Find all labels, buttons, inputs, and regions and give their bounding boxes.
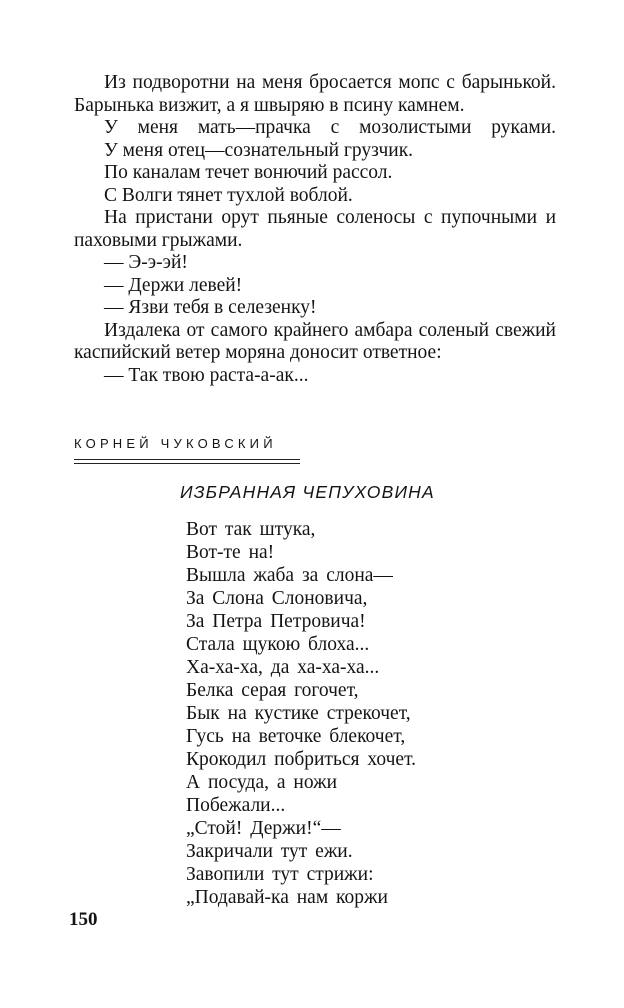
prose-paragraph: — Язви тебя в селезенку!	[104, 297, 317, 318]
poem-line: Крокодил побриться хочет.	[186, 749, 416, 770]
prose-paragraph: — Так твою раста-а-ак...	[104, 364, 309, 386]
prose-paragraph: У меня мать—прачка с мозолистыми руками.	[104, 117, 556, 138]
prose-paragraph: — Э-э-эй!	[104, 252, 188, 273]
prose-section	[74, 72, 556, 387]
poem-line: „Подавай-ка нам коржи	[186, 887, 388, 908]
poem-line: „Стой! Держи!“—	[186, 818, 341, 839]
poem-title: ИЗБРАННАЯ ЧЕПУХОВИНА	[180, 482, 435, 502]
poem-line: А посуда, а ножи	[186, 772, 338, 793]
prose-paragraph: На пристани орут пьяные соленосы с пупочными и паховыми грыжами.	[74, 207, 556, 251]
heading-rule-top	[74, 459, 300, 460]
poem-line: Закричали тут ежи.	[186, 841, 353, 862]
prose-paragraph: У меня отец—сознательный грузчик.	[104, 139, 414, 161]
poem-line: За Слона Слоновича,	[186, 588, 368, 609]
poem-line: Гусь на веточке блекочет,	[186, 726, 406, 747]
poem-line: Побежали...	[186, 795, 286, 816]
prose-paragraph: Из подворотни на меня бросается мопс с барынькой. Барынька визжит, а я швыряю в псину камнем.	[74, 72, 556, 116]
prose-paragraph: По каналам течет вонючий рассол.	[104, 162, 393, 183]
poem-line: Белка серая гогочет,	[186, 680, 359, 701]
poem-line: Вот-те на!	[186, 542, 275, 563]
poem-line: Бык на кустике стрекочет,	[186, 703, 411, 724]
poem-body	[186, 518, 416, 909]
page-number: 150	[69, 909, 98, 930]
poem-line: Вышла жаба за слона—	[186, 565, 393, 586]
prose-paragraph: — Держи левей!	[104, 274, 243, 296]
prose-paragraph: Издалека от самого крайнего амбара соленый свежий каспийский ветер моряна доносит ответное:	[74, 319, 556, 363]
poem-line: Завопили тут стрижи:	[186, 864, 374, 885]
poem-line: Стала щукою блоха...	[186, 634, 370, 655]
poem-line: Вот так штука,	[186, 519, 316, 540]
poem-line: Ха-ха-ха, да ха-ха-ха...	[186, 657, 380, 678]
author-heading: КОРНЕЙ ЧУКОВСКИЙ	[74, 436, 277, 451]
prose-paragraph: С Волги тянет тухлой воблой.	[104, 184, 353, 206]
poem-line: За Петра Петровича!	[186, 611, 366, 632]
heading-rule-bottom	[74, 463, 300, 464]
